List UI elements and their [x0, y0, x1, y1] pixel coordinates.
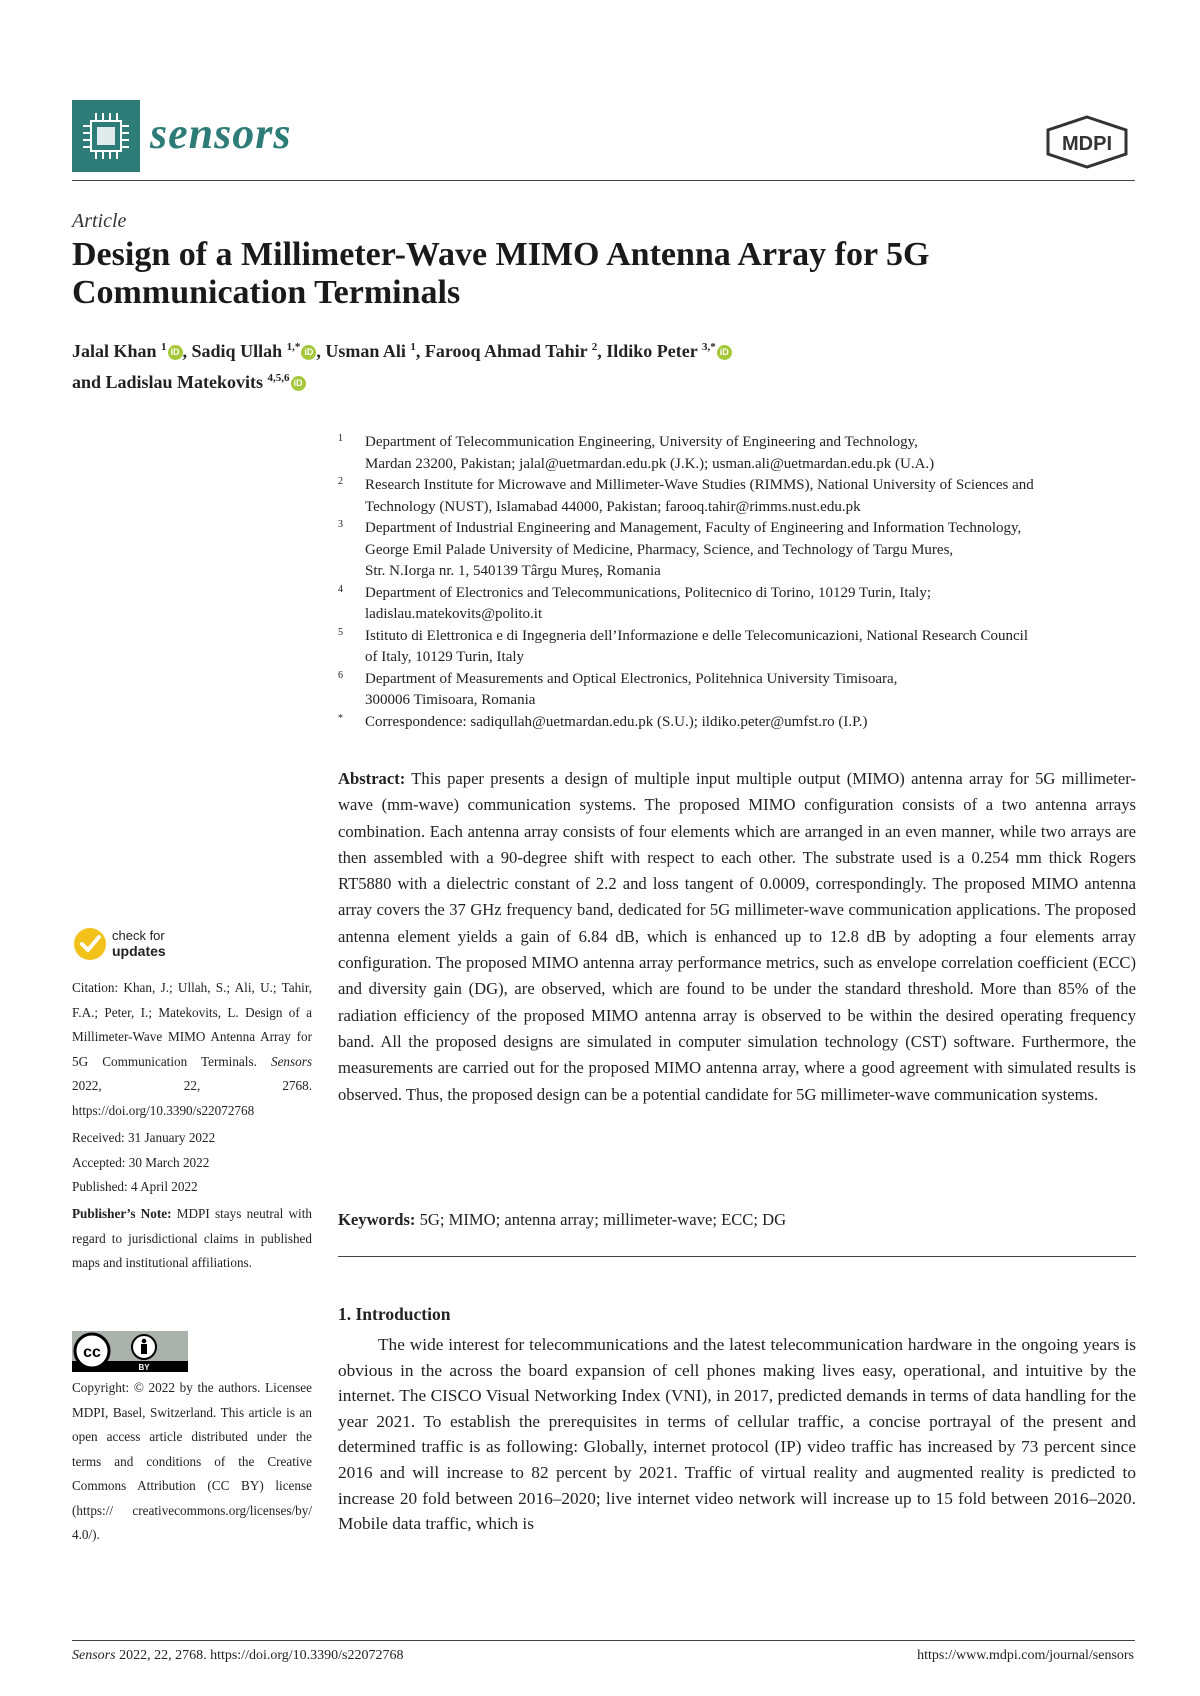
affiliation-number: * — [338, 712, 343, 724]
author-affiliation-marker: 1 — [410, 341, 416, 353]
check-for-updates-icon — [72, 926, 108, 962]
affiliation-item — [338, 712, 1138, 734]
keywords — [338, 1210, 1136, 1230]
introduction-paragraph — [338, 1332, 1136, 1537]
footer-divider — [72, 1640, 1135, 1641]
title-line: Design of a Millimeter-Wave MIMO Antenna Array for 5G — [72, 236, 930, 273]
affiliation-line: Department of Telecommunication Engineering, University of Engineering and Technology, — [365, 434, 918, 450]
received-date: Received: 31 January 2022 — [72, 1130, 216, 1145]
journal-logo — [72, 100, 140, 172]
abstract-text: This paper presents a design of multiple input multiple output (MIMO) antenna array for 5G millimeter-wave (mm-wave) communication systems. The proposed MIMO configuration consists of a two antenna arrays combination. Each antenna array consists of four elements which are arranged in an even manner, while two arrays are then assembled with a 90-degree shift with respect to each other. The substrate used is a 0.254 mm thick Rogers RT5880 with a dielectric constant of 2.2 and loss tangent of 0.0009, correspondingly. The proposed MIMO antenna array covers the 37 GHz frequency band, dedicated for 5G millimeter-wave communication applications. The proposed antenna element yields a gain of 6.84 dB, which is enhanced up to 12.8 dB by adopting a four elements array configuration. The proposed MIMO antenna array performance metrics, such as envelope correlation coefficient (ECC) and diversity gain (DG), are observed, which are found to be under the standard threshold. More than 85% of the radiation efficiency of the proposed MIMO antenna array is observed to be within the desired operating frequency band. All the proposed designs are simulated in computer simulation technology (CST) software. Furthermore, the measurements are carried out for the proposed MIMO antenna array, where a good agreement with simulated results is observed. Thus, the proposed design can be a potential candidate for 5G millimeter-wave communication systems. — [338, 769, 1136, 1104]
citation-block — [72, 976, 312, 1123]
orcid-icon[interactable]: iD — [717, 345, 732, 360]
published-date: Published: 4 April 2022 — [72, 1179, 198, 1194]
mdpi-logo-text: MDPI — [1062, 133, 1112, 155]
sensor-chip-icon — [72, 100, 140, 172]
affiliation-line: Istituto di Elettronica e di Ingegneria dell’Informazione e delle Telecomunicazioni, National Research Council — [365, 627, 1029, 644]
cc-by-label: BY — [138, 1363, 150, 1372]
affiliation-line: Mardan 23200, Pakistan; jalal@uetmardan.edu.pk (J.K.); usman.ali@uetmardan.edu.pk (U.A.) — [365, 455, 935, 472]
article-dates — [72, 1126, 312, 1200]
header-divider — [72, 180, 1135, 181]
affiliation-item — [338, 432, 1138, 475]
affiliation-line: Str. N.Iorga nr. 1, 540139 Târgu Mureș, Romania — [365, 563, 661, 579]
affiliation-item — [338, 583, 1138, 626]
affiliation-item — [338, 669, 1138, 712]
author-affiliation-marker: 1,* — [286, 341, 301, 353]
keywords-label: Keywords: — [338, 1210, 416, 1229]
author-separator: , — [415, 341, 425, 361]
author-name: Ildiko Peter — [606, 341, 702, 361]
keywords-divider — [338, 1256, 1136, 1257]
footer-journal: Sensors — [72, 1648, 116, 1663]
affiliation-number: 4 — [338, 583, 343, 595]
check-for-updates-line1: check for — [112, 928, 165, 943]
author-name: Usman Ali — [325, 341, 411, 361]
affiliation-line: ladislau.matekovits@polito.it — [365, 606, 543, 622]
affiliation-line: of Italy, 10129 Turin, Italy — [365, 649, 525, 665]
publisher-note — [72, 1202, 312, 1276]
citation-journal: Sensors — [270, 1053, 312, 1069]
affiliations — [338, 432, 1138, 733]
author-list — [72, 334, 1132, 396]
affiliation-item — [338, 626, 1138, 669]
author-name: Sadiq Ullah — [191, 341, 287, 361]
publisher-note-label: Publisher’s Note: — [72, 1206, 172, 1221]
footer-citation — [72, 1648, 404, 1664]
affiliation-line: Department of Measurements and Optical Electronics, Politehnica University Timisoara, — [365, 670, 898, 687]
section-heading-introduction: 1. Introduction — [338, 1304, 451, 1324]
affiliation-number: 3 — [338, 519, 343, 530]
author-affiliation-marker: 3,* — [701, 341, 716, 353]
affiliation-item — [338, 475, 1138, 518]
footer-journal-url[interactable]: https://www.mdpi.com/journal/sensors — [917, 1648, 1134, 1663]
author-separator: , — [597, 341, 607, 361]
author-name: Farooq Ahmad Tahir — [424, 341, 592, 361]
author-affiliation-marker: 1 — [161, 341, 167, 353]
affiliation-line: Department of Industrial Engineering and Management, Faculty of Engineering and Information Technology, — [365, 520, 1022, 536]
citation-text: Citation: Khan, J.; Ullah, S.; Ali, U.; Tahir, F.A.; Peter, I.; Matekovits, L. Design of a Millimeter-Wave MIMO Antenna Array for 5G Communication Terminals. — [72, 980, 312, 1069]
check-for-updates-button[interactable] — [72, 926, 222, 972]
accepted-date: Accepted: 30 March 2022 — [72, 1154, 210, 1170]
affiliation-line: Technology (NUST), Islamabad 44000, Pakistan; farooq.tahir@rimms.nust.edu.pk — [365, 498, 861, 515]
affiliation-line: Correspondence: sadiqullah@uetmardan.edu.pk (S.U.); ildiko.peter@umfst.ro (I.P.) — [365, 713, 868, 730]
affiliation-item — [338, 518, 1138, 583]
citation-doi[interactable]: 2022, 22, 2768. https://doi.org/10.3390/s22072768 — [72, 1078, 312, 1118]
footer-doi[interactable]: 2022, 22, 2768. https://doi.org/10.3390/s22072768 — [115, 1648, 404, 1663]
affiliation-number: 2 — [338, 476, 343, 487]
cc-label: cc — [83, 1344, 101, 1361]
cc-by-license-icon[interactable] — [72, 1331, 188, 1372]
orcid-icon[interactable]: iD — [168, 345, 183, 360]
title-line: Communication Terminals — [72, 274, 461, 311]
publisher-note-text: MDPI stays neutral with regard to jurisdictional claims in published maps and institutional affiliations. — [72, 1206, 312, 1270]
orcid-icon[interactable]: iD — [301, 345, 316, 360]
article-type: Article — [72, 210, 127, 232]
abstract — [338, 766, 1136, 1108]
affiliation-line: Research Institute for Microwave and Millimeter-Wave Studies (RIMMS), National University of Sciences and — [365, 477, 1034, 493]
affiliation-line: 300006 Timisoara, Romania — [365, 692, 536, 708]
affiliation-number: 5 — [338, 626, 343, 638]
introduction-text: The wide interest for telecommunications and the latest telecommunication hardware in the ongoing years is obvious in the across the board expansion of cell phones making lives easy, operational, and intuitive by the internet. The CISCO Visual Networking Index (VNI), in 2017, predicted demands in terms of data handling for the year 2021. To establish the prerequisites in terms of cellular traffic, a concise portrayal of the present and determined traffic is as following: Globally, internet protocol (IP) video traffic has increased by 73 percent since 2016 and will increase to 82 percent by 2021. Traffic of virtual reality and augmented reality is predicted to increase 20 fold between 2016–2020; live internet video network will increase up to 15 fold between 2016–2020. Mobile data traffic, which is — [338, 1335, 1136, 1534]
author-affiliation-marker: 2 — [591, 341, 598, 353]
affiliation-line: Department of Electronics and Telecommunications, Politecnico di Torino, 10129 Turin, Italy; — [365, 584, 931, 601]
author-separator: , — [182, 341, 192, 361]
keywords-text: 5G; MIMO; antenna array; millimeter-wave; ECC; DG — [419, 1210, 787, 1229]
author-affiliation-marker: 4,5,6 — [267, 372, 290, 384]
article-title — [72, 236, 1132, 312]
author-name: and Ladislau Matekovits — [72, 372, 268, 392]
author-separator: , — [316, 341, 326, 361]
abstract-label: Abstract: — [338, 769, 406, 788]
copyright-text: Copyright: © 2022 by the authors. Licensee MDPI, Basel, Switzerland. This article is an open access article distributed under the terms and conditions of the Creative Commons Attribution (CC BY) license (https:// creativecommons.org/licenses/by/ 4.0/). — [72, 1380, 312, 1542]
affiliation-number: 6 — [338, 669, 343, 681]
copyright-notice — [72, 1376, 312, 1548]
affiliation-number: 1 — [338, 433, 343, 444]
orcid-icon[interactable]: iD — [291, 376, 306, 391]
journal-name: sensors — [150, 109, 292, 158]
check-for-updates-line2: updates — [112, 943, 166, 959]
mdpi-logo — [1042, 114, 1132, 170]
author-name: Jalal Khan — [72, 341, 162, 361]
affiliation-line: George Emil Palade University of Medicine, Pharmacy, Science, and Technology of Targu Mures, — [365, 541, 954, 558]
